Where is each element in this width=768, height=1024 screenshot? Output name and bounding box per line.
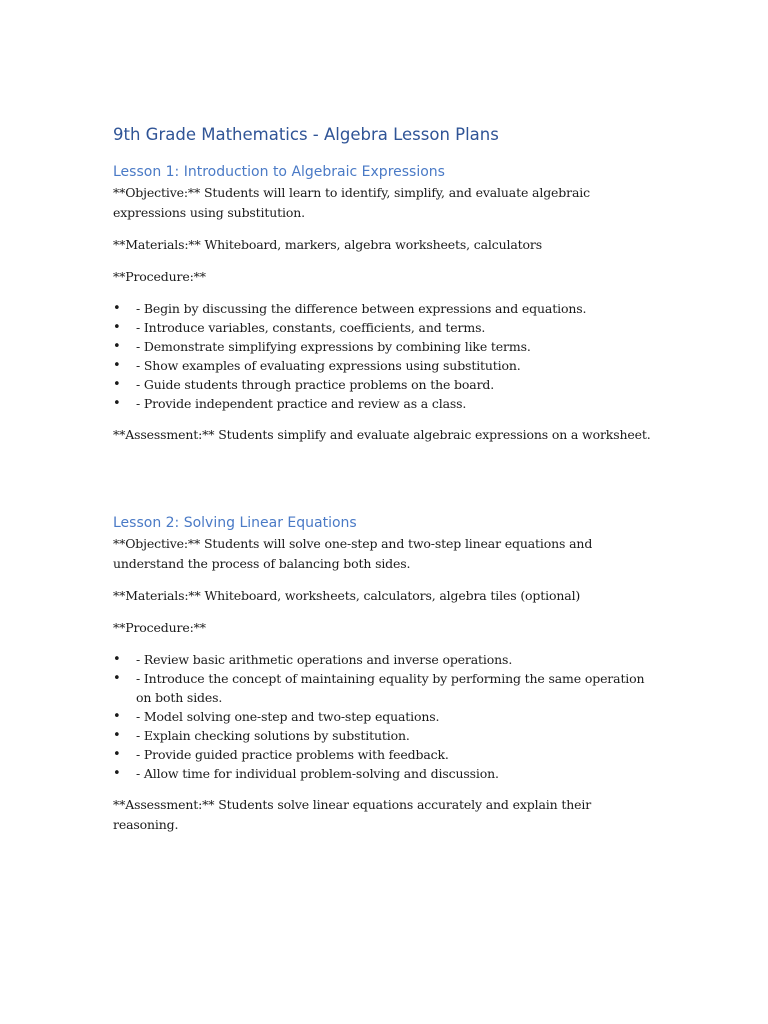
- list-item: • - Allow time for individual problem-solving and discussion.: [113, 765, 499, 781]
- list-item: • - Show examples of evaluating expressions using substitution.: [113, 357, 521, 373]
- bullet-icon: •: [113, 727, 121, 743]
- list-item: • - Introduce the concept of maintaining equality by performing the same operation on both sides.: [113, 670, 645, 705]
- lesson-heading: Lesson 2: Solving Linear Equations: [113, 515, 357, 531]
- list-item: • - Provide guided practice problems with feedback.: [113, 746, 449, 762]
- bullet-icon: •: [113, 357, 121, 373]
- procedure-list: [113, 650, 658, 783]
- bullet-icon: •: [113, 708, 121, 724]
- lesson-1: [113, 161, 658, 445]
- bullet-icon: •: [113, 319, 121, 335]
- lesson-materials: **Materials:** Whiteboard, markers, algebra worksheets, calculators: [113, 236, 543, 252]
- document-title: 9th Grade Mathematics - Algebra Lesson Plans: [113, 125, 499, 144]
- bullet-icon: •: [113, 746, 121, 762]
- list-item: • - Introduce variables, constants, coefficients, and terms.: [113, 319, 486, 335]
- lesson-heading: Lesson 1: Introduction to Algebraic Expressions: [113, 164, 445, 180]
- bullet-icon: •: [113, 651, 121, 667]
- list-item: • - Begin by discussing the difference between expressions and equations.: [113, 300, 587, 316]
- bullet-icon: •: [113, 670, 121, 686]
- lesson-assessment: **Assessment:** Students simplify and evaluate algebraic expressions on a worksheet.: [113, 427, 651, 442]
- list-item: • - Explain checking solutions by substitution.: [113, 727, 410, 743]
- list-item: • - Model solving one-step and two-step equations.: [113, 708, 440, 724]
- lesson-objective: **Objective:** Students will solve one-step and two-step linear equations and understand the process of balancing both sides.: [113, 536, 593, 571]
- procedure-list: [113, 299, 658, 413]
- procedure-label: **Procedure:**: [113, 619, 206, 635]
- bullet-icon: •: [113, 395, 121, 411]
- lesson-objective: **Objective:** Students will learn to identify, simplify, and evaluate algebraic expressions using substitution.: [113, 185, 590, 220]
- list-item: • - Guide students through practice problems on the board.: [113, 376, 495, 392]
- lesson-2: [113, 512, 658, 834]
- bullet-icon: •: [113, 376, 121, 392]
- list-item: • - Review basic arithmetic operations and inverse operations.: [113, 651, 513, 667]
- bullet-icon: •: [113, 338, 121, 354]
- procedure-label: **Procedure:**: [113, 268, 206, 284]
- bullet-icon: •: [113, 300, 121, 316]
- bullet-icon: •: [113, 765, 121, 781]
- lesson-assessment: **Assessment:** Students solve linear equations accurately and explain their reasoning.: [113, 797, 592, 832]
- list-item: • - Demonstrate simplifying expressions by combining like terms.: [113, 338, 531, 354]
- lesson-materials: **Materials:** Whiteboard, worksheets, calculators, algebra tiles (optional): [113, 587, 581, 603]
- list-item: • - Provide independent practice and review as a class.: [113, 395, 467, 411]
